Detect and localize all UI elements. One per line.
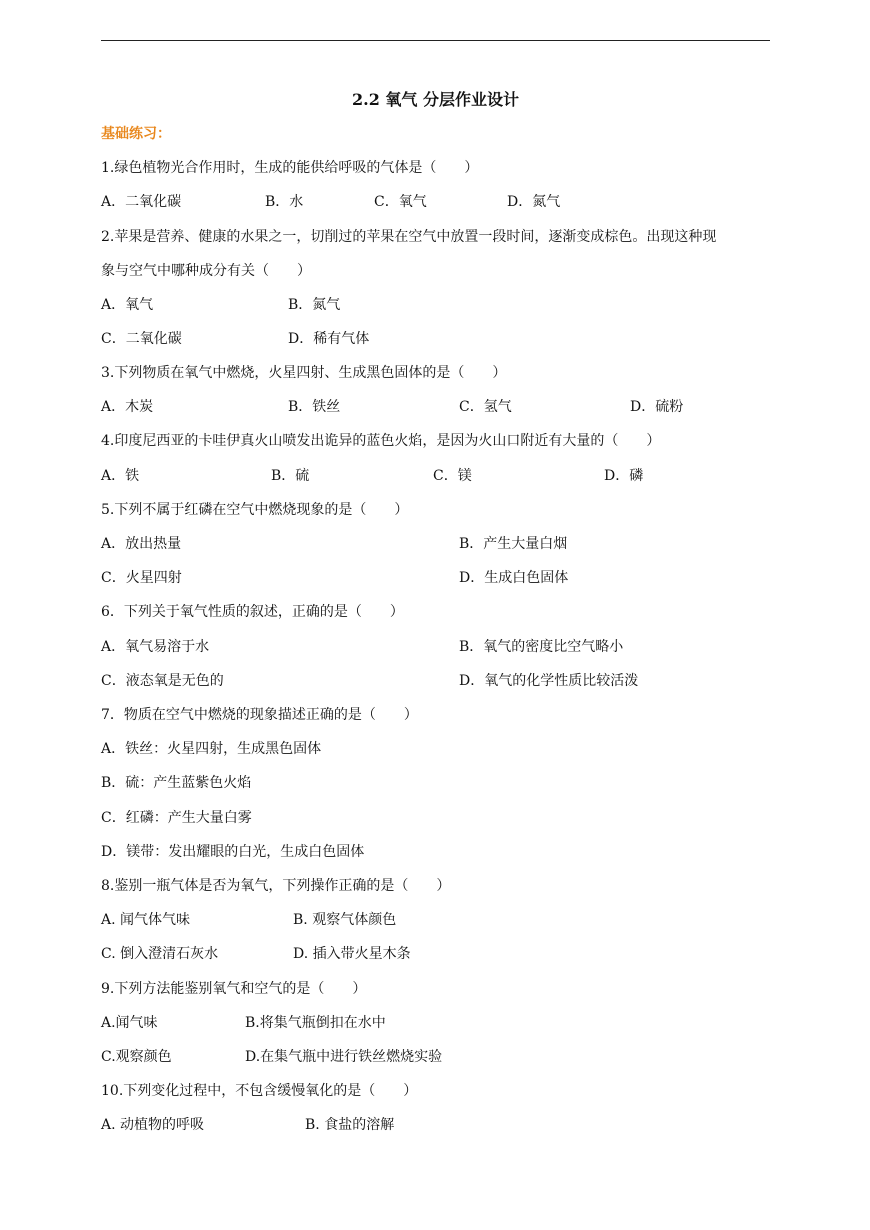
question-3-stem: 3.下列物质在氧气中燃烧，火星四射、生成黑色固体的是（ ） bbox=[101, 365, 507, 381]
option-a: A．氧气 bbox=[101, 297, 154, 313]
question-8-options-row-2 bbox=[101, 943, 770, 965]
question-1-options bbox=[101, 191, 770, 213]
question-5-stem: 5.下列不属于红磷在空气中燃烧现象的是（ ） bbox=[101, 502, 409, 518]
option-d: D．氧气的化学性质比较活泼 bbox=[459, 673, 639, 689]
option-a: A．铁 bbox=[101, 468, 140, 484]
header-rule bbox=[101, 40, 770, 41]
question-6-stem: 6．下列关于氧气性质的叙述，正确的是（ ） bbox=[101, 604, 404, 620]
question-3-options bbox=[101, 396, 770, 418]
option-d: D．稀有气体 bbox=[288, 331, 370, 347]
option-c: C．液态氧是无色的 bbox=[101, 673, 224, 689]
option-b: B.将集气瓶倒扣在水中 bbox=[245, 1015, 386, 1031]
option-b: B．氮气 bbox=[288, 297, 341, 313]
option-c: C. 倒入澄清石灰水 bbox=[101, 946, 219, 962]
option-a: A. 动植物的呼吸 bbox=[101, 1117, 205, 1133]
page-title: 2.2 氧气 分层作业设计 bbox=[352, 90, 519, 109]
question-6-options-row-1 bbox=[101, 636, 770, 658]
option-c: C.观察颜色 bbox=[101, 1049, 172, 1065]
question-9-stem: 9.下列方法能鉴别氧气和空气的是（ ） bbox=[101, 981, 367, 997]
question-9-options-row-2 bbox=[101, 1046, 770, 1068]
question-5-options-row-1 bbox=[101, 533, 770, 555]
question-7-stem: 7．物质在空气中燃烧的现象描述正确的是（ ） bbox=[101, 707, 418, 723]
question-7-option-a: A．铁丝：火星四射，生成黑色固体 bbox=[101, 741, 322, 757]
section-heading: 基础练习： bbox=[101, 126, 171, 142]
option-a: A．二氧化碳 bbox=[101, 194, 182, 210]
question-2-options-row-2 bbox=[101, 328, 770, 350]
option-a: A．木炭 bbox=[101, 399, 154, 415]
option-d: D．硫粉 bbox=[630, 399, 684, 415]
question-2-options-row-1 bbox=[101, 294, 770, 316]
question-2-stem-line-1: 2.苹果是营养、健康的水果之一，切削过的苹果在空气中放置一段时间，逐渐变成棕色。出现这种现 bbox=[101, 229, 717, 245]
option-b: B．硫 bbox=[271, 468, 310, 484]
option-b: B. 观察气体颜色 bbox=[293, 912, 397, 928]
question-7-option-d: D．镁带：发出耀眼的白光，生成白色固体 bbox=[101, 844, 365, 860]
option-b: B．水 bbox=[265, 194, 304, 210]
option-b: B．氧气的密度比空气略小 bbox=[459, 639, 624, 655]
option-d: D．生成白色固体 bbox=[459, 570, 569, 586]
option-c: C．二氧化碳 bbox=[101, 331, 182, 347]
question-10-stem: 10.下列变化过程中，不包含缓慢氧化的是（ ） bbox=[101, 1083, 418, 1099]
option-d: D．氮气 bbox=[507, 194, 561, 210]
option-a: A.闻气味 bbox=[101, 1015, 158, 1031]
option-a: A．氧气易溶于水 bbox=[101, 639, 210, 655]
question-8-stem: 8.鉴别一瓶气体是否为氧气，下列操作正确的是（ ） bbox=[101, 878, 451, 894]
option-c: C．镁 bbox=[433, 468, 472, 484]
option-d: D. 插入带火星木条 bbox=[293, 946, 411, 962]
question-4-stem: 4.印度尼西亚的卡哇伊真火山喷发出诡异的蓝色火焰，是因为火山口附近有大量的（ ） bbox=[101, 433, 661, 449]
question-4-options bbox=[101, 465, 770, 487]
option-d: D．磷 bbox=[604, 468, 644, 484]
question-2-stem-line-2: 象与空气中哪种成分有关（ ） bbox=[101, 263, 311, 279]
option-d: D.在集气瓶中进行铁丝燃烧实验 bbox=[245, 1049, 443, 1065]
option-c: C．氢气 bbox=[459, 399, 512, 415]
question-7-option-c: C．红磷：产生大量白雾 bbox=[101, 810, 252, 826]
question-8-options-row-1 bbox=[101, 909, 770, 931]
question-10-options bbox=[101, 1114, 770, 1136]
option-c: C．氧气 bbox=[374, 194, 427, 210]
question-1-stem: 1.绿色植物光合作用时，生成的能供给呼吸的气体是（ ） bbox=[101, 160, 479, 176]
option-b: B．铁丝 bbox=[288, 399, 341, 415]
option-a: A．放出热量 bbox=[101, 536, 182, 552]
option-a: A. 闻气体气味 bbox=[101, 912, 191, 928]
option-b: B．产生大量白烟 bbox=[459, 536, 568, 552]
option-b: B. 食盐的溶解 bbox=[305, 1117, 395, 1133]
question-5-options-row-2 bbox=[101, 567, 770, 589]
question-6-options-row-2 bbox=[101, 670, 770, 692]
question-7-option-b: B．硫：产生蓝紫色火焰 bbox=[101, 775, 252, 791]
option-c: C．火星四射 bbox=[101, 570, 182, 586]
question-9-options-row-1 bbox=[101, 1012, 770, 1034]
